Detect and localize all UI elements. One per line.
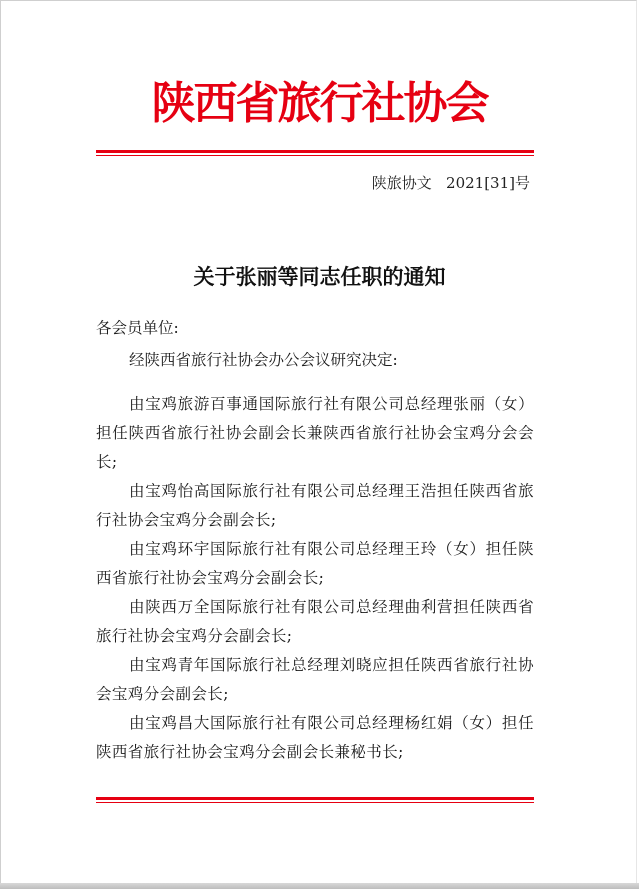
- page-bottom-edge: [0, 883, 639, 889]
- notice-body: [96, 390, 534, 767]
- footer-divider-thin: [96, 802, 534, 803]
- appointment-paragraph: 由宝鸡怡高国际旅行社有限公司总经理王浩担任陕西省旅行社协会宝鸡分会副会长;: [96, 482, 534, 529]
- appointment-paragraph: 由宝鸡青年国际旅行社总经理刘晓应担任陕西省旅行社协会宝鸡分会副会长;: [96, 656, 534, 703]
- organization-header: 陕西省旅行社协会: [151, 78, 488, 129]
- appointment-paragraph: 由宝鸡旅游百事通国际旅行社有限公司总经理张丽（女）担任陕西省旅行社协会副会长兼陕西省旅行社协会宝鸡分会会长;: [96, 395, 534, 471]
- footer-divider-thick: [96, 797, 534, 800]
- appointment-paragraph: 由宝鸡昌大国际旅行社有限公司总经理杨红娟（女）担任陕西省旅行社协会宝鸡分会副会长兼秘书长;: [96, 714, 534, 761]
- appointment-paragraph: 由宝鸡环宇国际旅行社有限公司总经理王玲（女）担任陕西省旅行社协会宝鸡分会副会长;: [96, 540, 534, 587]
- header-divider-thin: [96, 155, 534, 156]
- salutation: 各会员单位:: [96, 319, 179, 337]
- appointment-paragraph: 由陕西万全国际旅行社有限公司总经理曲利营担任陕西省旅行社协会宝鸡分会副会长;: [96, 598, 534, 645]
- notice-title: 关于张丽等同志任职的通知: [193, 264, 446, 289]
- header-divider-thick: [96, 150, 534, 153]
- document-number: 陕旅协文 2021[31]号: [371, 174, 530, 192]
- intro-line: 经陕西省旅行社协会办公会议研究决定:: [129, 351, 398, 369]
